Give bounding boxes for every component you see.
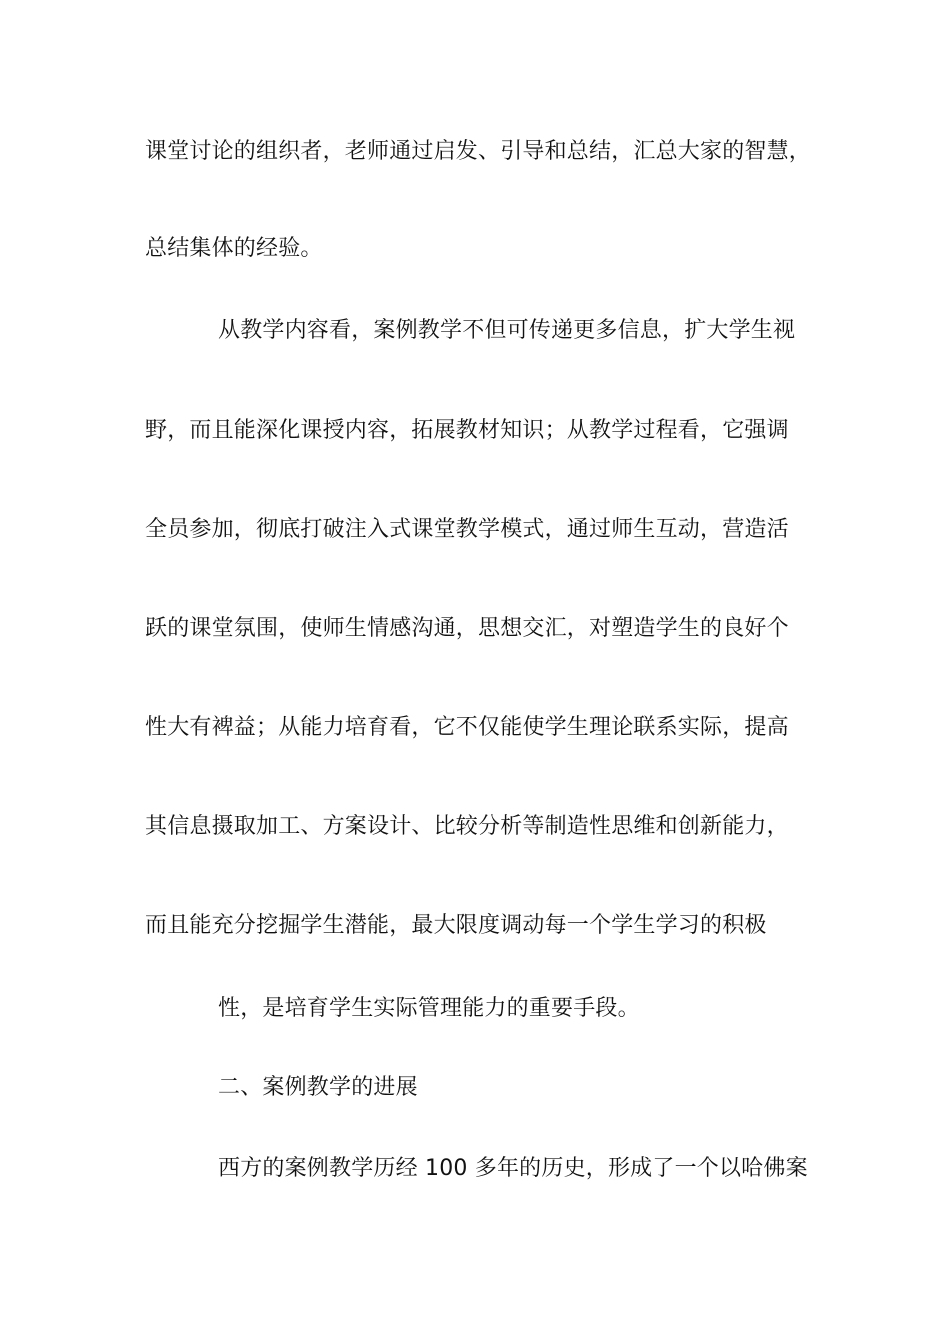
- paragraph-line: 从教学内容看，案例教学不但可传递更多信息，扩大学生视: [218, 318, 796, 343]
- paragraph-line: 性，是培育学生实际管理能力的重要手段。: [218, 996, 640, 1021]
- paragraph-line: 总结集体的经验。: [145, 236, 323, 261]
- paragraph-line: 而且能充分挖掘学生潜能，最大限度调动每一个学生学习的积极: [145, 913, 767, 938]
- paragraph-line: 全员参加，彻底打破注入式课堂教学模式，通过师生互动，营造活: [145, 517, 789, 542]
- paragraph-line: 性大有裨益；从能力培育看，它不仅能使学生理论联系实际，提高: [145, 715, 789, 740]
- section-heading: 二、案例教学的进展: [218, 1075, 418, 1100]
- paragraph-line: 其信息摄取加工、方案设计、比较分析等制造性思维和创新能力，: [145, 814, 789, 839]
- paragraph-line: 野，而且能深化课授内容，拓展教材知识；从教学过程看，它强调: [145, 418, 789, 443]
- paragraph-line: 西方的案例教学历经 100 多年的历史，形成了一个以哈佛案: [218, 1156, 808, 1181]
- paragraph-line: 课堂讨论的组织者，老师通过启发、引导和总结，汇总大家的智慧，: [145, 139, 812, 164]
- paragraph-line: 跃的课堂氛围，使师生情感沟通，思想交汇，对塑造学生的良好个: [145, 616, 789, 641]
